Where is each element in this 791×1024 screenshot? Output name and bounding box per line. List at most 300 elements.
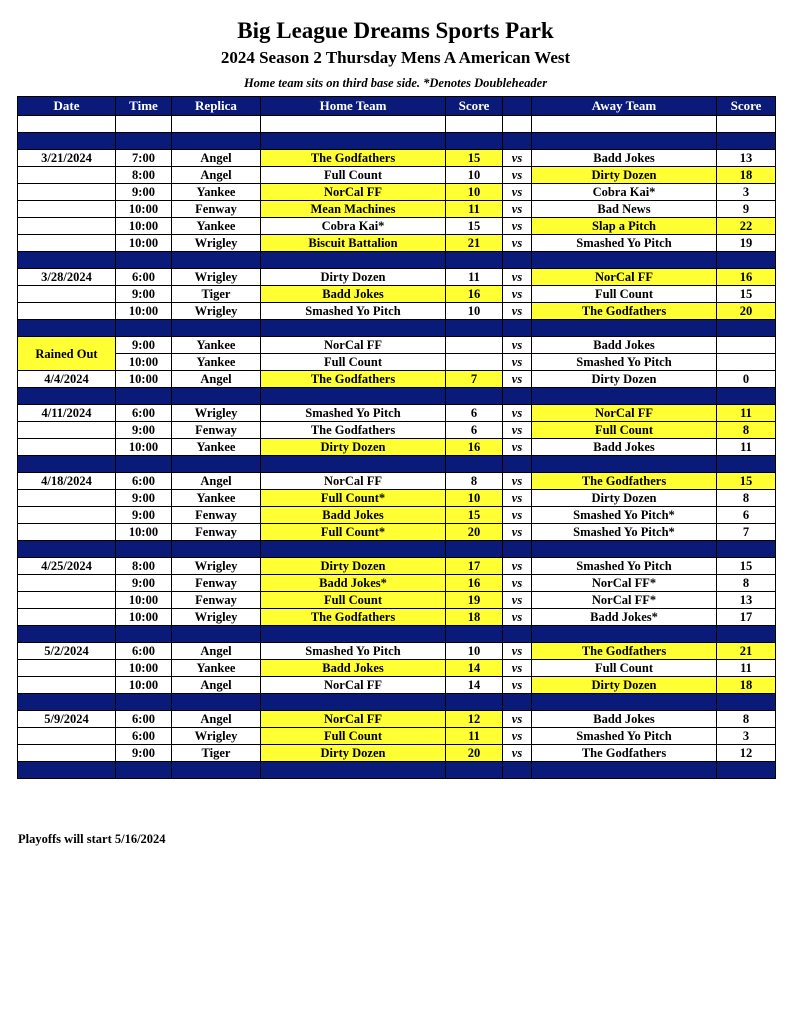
separator-cell — [116, 133, 172, 150]
home-score: 10 — [446, 167, 503, 184]
field-replica: Yankee — [172, 439, 261, 456]
col-replica: Replica — [172, 97, 261, 116]
vs-label: vs — [503, 201, 532, 218]
game-row — [18, 354, 776, 371]
separator-cell — [18, 388, 116, 405]
game-row — [18, 728, 776, 745]
away-score: 11 — [717, 405, 776, 422]
separator-cell — [116, 762, 172, 779]
vs-label: vs — [503, 235, 532, 252]
game-row — [18, 201, 776, 218]
field-replica: Yankee — [172, 218, 261, 235]
week-separator — [18, 456, 776, 473]
col-vs — [503, 97, 532, 116]
separator-cell — [261, 252, 446, 269]
game-time: 10:00 — [116, 660, 172, 677]
game-time: 10:00 — [116, 201, 172, 218]
home-score: 6 — [446, 405, 503, 422]
field-replica: Wrigley — [172, 303, 261, 320]
game-row — [18, 439, 776, 456]
col-away-score: Score — [717, 97, 776, 116]
away-team: NorCal FF — [532, 269, 717, 286]
game-row — [18, 524, 776, 541]
col-away-team: Away Team — [532, 97, 717, 116]
game-time: 10:00 — [116, 677, 172, 694]
away-score: 3 — [717, 728, 776, 745]
home-score: 15 — [446, 507, 503, 524]
away-score — [717, 337, 776, 354]
home-team: Dirty Dozen — [261, 558, 446, 575]
separator-cell — [261, 541, 446, 558]
game-date: 5/9/2024 — [18, 711, 116, 728]
game-date: 3/28/2024 — [18, 269, 116, 286]
away-team: Smashed Yo Pitch* — [532, 507, 717, 524]
home-team: The Godfathers — [261, 609, 446, 626]
game-date: 4/18/2024 — [18, 473, 116, 490]
away-score: 13 — [717, 150, 776, 167]
away-score: 19 — [717, 235, 776, 252]
game-time: 6:00 — [116, 405, 172, 422]
schedule-body — [18, 116, 776, 779]
home-team: Dirty Dozen — [261, 439, 446, 456]
separator-cell — [172, 388, 261, 405]
game-row — [18, 235, 776, 252]
separator-cell — [172, 626, 261, 643]
separator-cell — [446, 541, 503, 558]
col-time: Time — [116, 97, 172, 116]
home-score: 7 — [446, 371, 503, 388]
vs-label: vs — [503, 286, 532, 303]
home-score: 6 — [446, 422, 503, 439]
field-replica: Wrigley — [172, 558, 261, 575]
separator-cell — [261, 762, 446, 779]
home-score: 15 — [446, 150, 503, 167]
separator-cell — [532, 762, 717, 779]
separator-cell — [717, 320, 776, 337]
empty-date-cell — [18, 218, 116, 235]
field-replica: Wrigley — [172, 609, 261, 626]
col-date: Date — [18, 97, 116, 116]
home-team: Smashed Yo Pitch — [261, 405, 446, 422]
game-row — [18, 286, 776, 303]
home-team: Full Count — [261, 728, 446, 745]
separator-cell — [446, 133, 503, 150]
field-replica: Yankee — [172, 490, 261, 507]
away-score: 0 — [717, 371, 776, 388]
separator-cell — [503, 252, 532, 269]
game-date: 5/2/2024 — [18, 643, 116, 660]
game-row — [18, 337, 776, 354]
game-time: 9:00 — [116, 184, 172, 201]
away-score: 11 — [717, 660, 776, 677]
empty-date-cell — [18, 524, 116, 541]
schedule-note: Home team sits on third base side. *Denotes Doubleheader — [243, 76, 548, 90]
separator-cell — [18, 541, 116, 558]
game-row — [18, 711, 776, 728]
home-score: 20 — [446, 524, 503, 541]
blank-cell — [116, 116, 172, 133]
field-replica: Angel — [172, 643, 261, 660]
home-team: Mean Machines — [261, 201, 446, 218]
game-time: 10:00 — [116, 439, 172, 456]
away-team: Smashed Yo Pitch — [532, 728, 717, 745]
vs-label: vs — [503, 507, 532, 524]
home-team: Biscuit Battalion — [261, 235, 446, 252]
separator-cell — [532, 456, 717, 473]
game-time: 9:00 — [116, 337, 172, 354]
empty-date-cell — [18, 422, 116, 439]
home-score: 10 — [446, 184, 503, 201]
game-row — [18, 303, 776, 320]
vs-label: vs — [503, 490, 532, 507]
away-team: Dirty Dozen — [532, 677, 717, 694]
empty-date-cell — [18, 303, 116, 320]
game-time: 8:00 — [116, 167, 172, 184]
home-team: Badd Jokes — [261, 507, 446, 524]
game-time: 10:00 — [116, 592, 172, 609]
vs-label: vs — [503, 405, 532, 422]
home-score: 16 — [446, 439, 503, 456]
away-score: 12 — [717, 745, 776, 762]
separator-cell — [172, 762, 261, 779]
home-score: 11 — [446, 728, 503, 745]
field-replica: Fenway — [172, 201, 261, 218]
vs-label: vs — [503, 167, 532, 184]
away-team: Badd Jokes — [532, 711, 717, 728]
separator-cell — [446, 694, 503, 711]
home-score: 16 — [446, 286, 503, 303]
game-row — [18, 490, 776, 507]
game-time: 10:00 — [116, 524, 172, 541]
away-team: Full Count — [532, 660, 717, 677]
rained-out-label: Rained Out — [18, 337, 116, 371]
separator-cell — [261, 388, 446, 405]
home-team: Badd Jokes* — [261, 575, 446, 592]
week-separator — [18, 133, 776, 150]
away-team: Dirty Dozen — [532, 167, 717, 184]
away-team: NorCal FF* — [532, 592, 717, 609]
empty-date-cell — [18, 490, 116, 507]
empty-date-cell — [18, 286, 116, 303]
game-time: 10:00 — [116, 218, 172, 235]
home-score: 19 — [446, 592, 503, 609]
away-score: 21 — [717, 643, 776, 660]
separator-cell — [172, 133, 261, 150]
away-team: The Godfathers — [532, 473, 717, 490]
away-score: 9 — [717, 201, 776, 218]
home-team: Full Count — [261, 592, 446, 609]
away-score: 6 — [717, 507, 776, 524]
field-replica: Angel — [172, 371, 261, 388]
away-score — [717, 354, 776, 371]
separator-cell — [261, 133, 446, 150]
field-replica: Angel — [172, 677, 261, 694]
empty-date-cell — [18, 677, 116, 694]
empty-date-cell — [18, 609, 116, 626]
home-team: Full Count* — [261, 490, 446, 507]
game-row — [18, 405, 776, 422]
home-score: 17 — [446, 558, 503, 575]
blank-cell — [717, 116, 776, 133]
vs-label: vs — [503, 643, 532, 660]
field-replica: Fenway — [172, 592, 261, 609]
home-team: Full Count — [261, 167, 446, 184]
home-score: 10 — [446, 303, 503, 320]
game-row — [18, 167, 776, 184]
blank-cell — [532, 116, 717, 133]
home-score: 12 — [446, 711, 503, 728]
game-time: 10:00 — [116, 303, 172, 320]
empty-date-cell — [18, 575, 116, 592]
away-score: 7 — [717, 524, 776, 541]
game-date: 4/11/2024 — [18, 405, 116, 422]
separator-cell — [261, 626, 446, 643]
home-team: Cobra Kai* — [261, 218, 446, 235]
home-score: 16 — [446, 575, 503, 592]
vs-label: vs — [503, 303, 532, 320]
separator-cell — [116, 388, 172, 405]
blank-cell — [503, 116, 532, 133]
home-score: 15 — [446, 218, 503, 235]
home-team: The Godfathers — [261, 150, 446, 167]
game-time: 7:00 — [116, 150, 172, 167]
empty-date-cell — [18, 660, 116, 677]
separator-cell — [717, 762, 776, 779]
header-row — [18, 97, 776, 116]
game-row — [18, 575, 776, 592]
home-score: 21 — [446, 235, 503, 252]
separator-cell — [532, 320, 717, 337]
home-team: NorCal FF — [261, 337, 446, 354]
home-team: NorCal FF — [261, 711, 446, 728]
away-team: Badd Jokes — [532, 439, 717, 456]
away-score: 16 — [717, 269, 776, 286]
home-team: Badd Jokes — [261, 660, 446, 677]
field-replica: Fenway — [172, 422, 261, 439]
away-score: 8 — [717, 490, 776, 507]
separator-cell — [503, 388, 532, 405]
game-time: 8:00 — [116, 558, 172, 575]
field-replica: Tiger — [172, 745, 261, 762]
vs-label: vs — [503, 575, 532, 592]
separator-cell — [116, 456, 172, 473]
separator-cell — [18, 456, 116, 473]
vs-label: vs — [503, 371, 532, 388]
field-replica: Yankee — [172, 660, 261, 677]
away-team: NorCal FF* — [532, 575, 717, 592]
field-replica: Yankee — [172, 354, 261, 371]
away-score: 3 — [717, 184, 776, 201]
field-replica: Wrigley — [172, 235, 261, 252]
page-title: Big League Dreams Sports Park — [237, 18, 554, 43]
empty-date-cell — [18, 507, 116, 524]
separator-cell — [717, 388, 776, 405]
separator-cell — [532, 626, 717, 643]
game-time: 6:00 — [116, 711, 172, 728]
away-team: The Godfathers — [532, 643, 717, 660]
week-separator — [18, 320, 776, 337]
home-team: Smashed Yo Pitch — [261, 643, 446, 660]
col-home-team: Home Team — [261, 97, 446, 116]
vs-label: vs — [503, 218, 532, 235]
table-end-bar — [18, 762, 776, 779]
home-team: Dirty Dozen — [261, 745, 446, 762]
home-team: NorCal FF — [261, 677, 446, 694]
game-time: 10:00 — [116, 354, 172, 371]
home-team: Full Count* — [261, 524, 446, 541]
home-score: 11 — [446, 201, 503, 218]
week-separator — [18, 541, 776, 558]
field-replica: Angel — [172, 711, 261, 728]
home-score: 18 — [446, 609, 503, 626]
home-score: 14 — [446, 660, 503, 677]
separator-cell — [172, 456, 261, 473]
away-team: Smashed Yo Pitch — [532, 354, 717, 371]
field-replica: Yankee — [172, 184, 261, 201]
separator-cell — [503, 541, 532, 558]
game-row — [18, 677, 776, 694]
empty-date-cell — [18, 235, 116, 252]
game-row — [18, 422, 776, 439]
empty-date-cell — [18, 184, 116, 201]
separator-cell — [446, 320, 503, 337]
separator-cell — [18, 694, 116, 711]
away-team: Cobra Kai* — [532, 184, 717, 201]
game-time: 9:00 — [116, 286, 172, 303]
vs-label: vs — [503, 558, 532, 575]
week-separator — [18, 694, 776, 711]
away-team: Smashed Yo Pitch — [532, 235, 717, 252]
separator-cell — [503, 320, 532, 337]
separator-cell — [261, 320, 446, 337]
separator-cell — [18, 133, 116, 150]
home-score: 20 — [446, 745, 503, 762]
away-score: 8 — [717, 575, 776, 592]
separator-cell — [446, 762, 503, 779]
vs-label: vs — [503, 745, 532, 762]
game-row — [18, 745, 776, 762]
game-row — [18, 609, 776, 626]
separator-cell — [172, 694, 261, 711]
game-row — [18, 507, 776, 524]
empty-date-cell — [18, 439, 116, 456]
game-row — [18, 184, 776, 201]
away-team: Smashed Yo Pitch — [532, 558, 717, 575]
away-team: Badd Jokes — [532, 150, 717, 167]
home-score: 10 — [446, 490, 503, 507]
week-separator — [18, 626, 776, 643]
game-time: 6:00 — [116, 643, 172, 660]
away-team: Full Count — [532, 286, 717, 303]
away-team: Slap a Pitch — [532, 218, 717, 235]
home-team: NorCal FF — [261, 473, 446, 490]
separator-cell — [172, 252, 261, 269]
week-separator — [18, 388, 776, 405]
separator-cell — [503, 694, 532, 711]
field-replica: Tiger — [172, 286, 261, 303]
field-replica: Angel — [172, 167, 261, 184]
away-team: Dirty Dozen — [532, 371, 717, 388]
field-replica: Angel — [172, 473, 261, 490]
vs-label: vs — [503, 592, 532, 609]
game-date: 4/25/2024 — [18, 558, 116, 575]
game-row — [18, 218, 776, 235]
vs-label: vs — [503, 150, 532, 167]
game-date: 4/4/2024 — [18, 371, 116, 388]
home-team: The Godfathers — [261, 371, 446, 388]
schedule-table — [17, 96, 776, 779]
blank-cell — [172, 116, 261, 133]
separator-cell — [116, 694, 172, 711]
vs-label: vs — [503, 337, 532, 354]
separator-cell — [532, 133, 717, 150]
separator-cell — [503, 626, 532, 643]
blank-cell — [261, 116, 446, 133]
home-team: Badd Jokes — [261, 286, 446, 303]
away-score: 18 — [717, 167, 776, 184]
game-row — [18, 269, 776, 286]
separator-cell — [261, 694, 446, 711]
separator-cell — [717, 694, 776, 711]
separator-cell — [717, 626, 776, 643]
field-replica: Yankee — [172, 337, 261, 354]
home-score — [446, 337, 503, 354]
separator-cell — [532, 252, 717, 269]
game-time: 6:00 — [116, 728, 172, 745]
empty-date-cell — [18, 201, 116, 218]
away-team: The Godfathers — [532, 745, 717, 762]
away-team: Full Count — [532, 422, 717, 439]
vs-label: vs — [503, 439, 532, 456]
away-score: 15 — [717, 286, 776, 303]
game-time: 9:00 — [116, 422, 172, 439]
vs-label: vs — [503, 184, 532, 201]
separator-cell — [172, 320, 261, 337]
home-team: Full Count — [261, 354, 446, 371]
field-replica: Wrigley — [172, 728, 261, 745]
home-team: NorCal FF — [261, 184, 446, 201]
home-team: Smashed Yo Pitch — [261, 303, 446, 320]
separator-cell — [18, 626, 116, 643]
col-home-score: Score — [446, 97, 503, 116]
away-score: 13 — [717, 592, 776, 609]
away-score: 22 — [717, 218, 776, 235]
separator-cell — [532, 694, 717, 711]
field-replica: Angel — [172, 150, 261, 167]
empty-date-cell — [18, 728, 116, 745]
empty-date-cell — [18, 592, 116, 609]
game-row — [18, 558, 776, 575]
game-time: 6:00 — [116, 473, 172, 490]
separator-cell — [18, 320, 116, 337]
week-separator — [18, 252, 776, 269]
away-score: 11 — [717, 439, 776, 456]
home-score: 10 — [446, 643, 503, 660]
field-replica: Fenway — [172, 575, 261, 592]
vs-label: vs — [503, 473, 532, 490]
game-time: 9:00 — [116, 507, 172, 524]
separator-cell — [446, 456, 503, 473]
game-row — [18, 371, 776, 388]
game-row — [18, 660, 776, 677]
blank-cell — [446, 116, 503, 133]
home-score: 14 — [446, 677, 503, 694]
blank-cell — [18, 116, 116, 133]
separator-cell — [446, 626, 503, 643]
home-score — [446, 354, 503, 371]
vs-label: vs — [503, 660, 532, 677]
away-team: The Godfathers — [532, 303, 717, 320]
